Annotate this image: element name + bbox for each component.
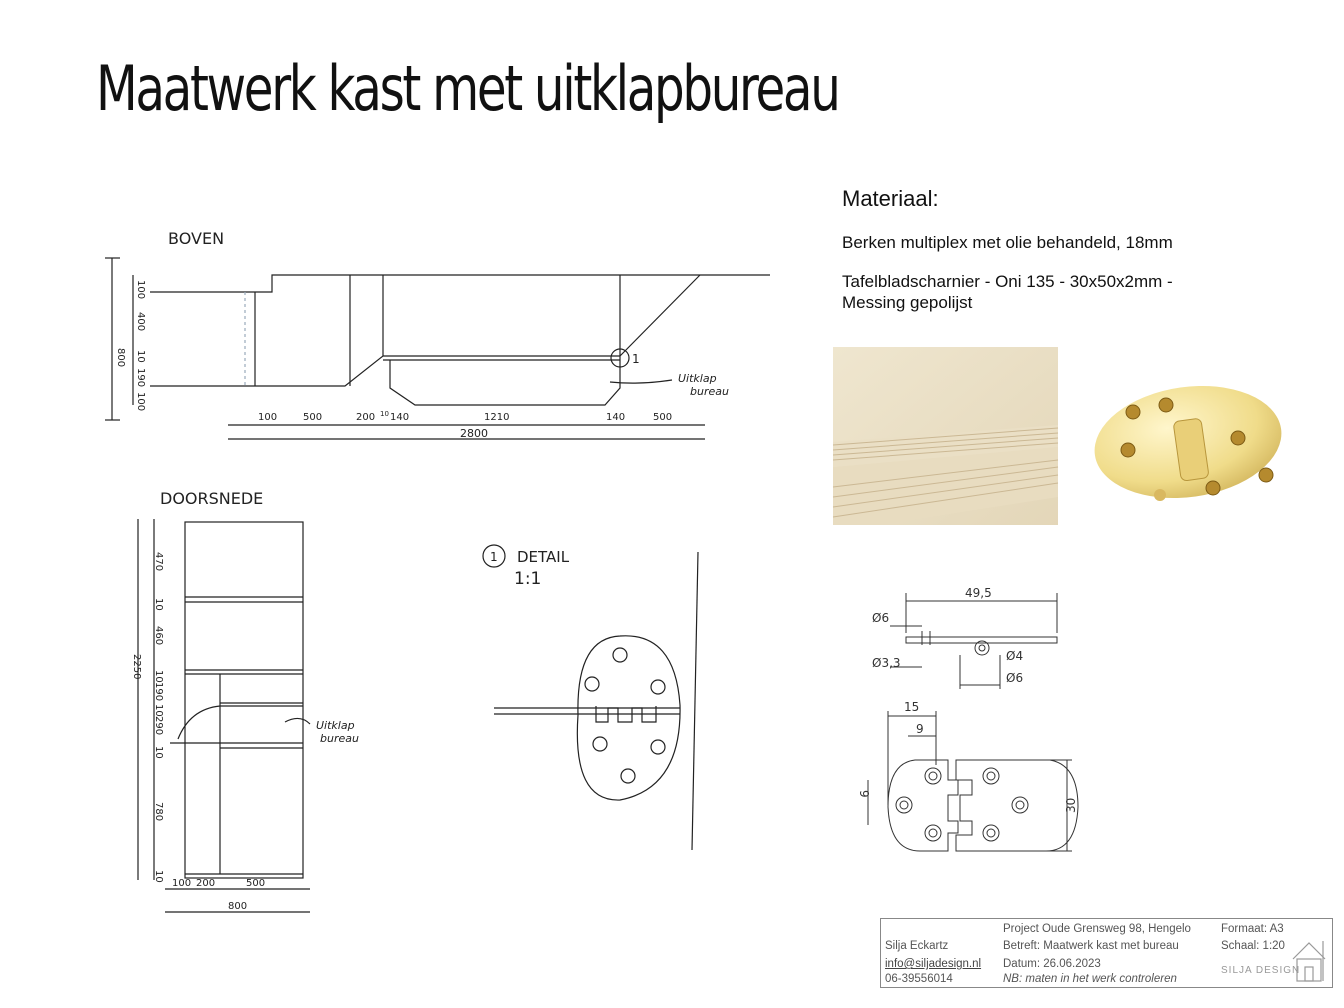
logo-text: SILJA DESIGN bbox=[1221, 965, 1301, 976]
sec-dim-10b: 10 bbox=[153, 670, 164, 683]
hinge-technical-drawing bbox=[857, 585, 1090, 855]
tech-dim-d4: Ø4 bbox=[1006, 649, 1024, 663]
dim-r1-500b: 500 bbox=[653, 412, 673, 423]
callout-text-bureau: bureau bbox=[690, 385, 729, 398]
detail-sketch bbox=[480, 540, 720, 860]
dim-r1-1210: 1210 bbox=[484, 412, 510, 423]
materials-heading: Materiaal: bbox=[842, 186, 939, 211]
designer-email-link[interactable]: info@siljadesign.nl bbox=[885, 958, 982, 970]
top-view-label: BOVEN bbox=[168, 229, 225, 248]
sec-callout-uitklap: Uitklap bbox=[316, 719, 355, 732]
dim-10: 10 bbox=[135, 350, 146, 363]
sec-dim-b500: 500 bbox=[246, 878, 266, 889]
dim-r1-100: 100 bbox=[258, 412, 278, 423]
callout-number-1: 1 bbox=[632, 352, 640, 366]
sec-dim-470: 470 bbox=[153, 552, 164, 572]
tech-dim-9-top: 9 bbox=[916, 722, 924, 736]
subject-text: Betreft: Maatwerk kast met bureau bbox=[1003, 940, 1179, 952]
sec-dim-10d: 10 bbox=[153, 746, 164, 759]
note-text: NB: maten in het werk controleren bbox=[1003, 973, 1177, 985]
page-title: Maatwerk kast met uitklapbureau bbox=[96, 52, 839, 125]
sec-dim-10c: 10 bbox=[153, 704, 164, 717]
dim-400: 400 bbox=[135, 312, 146, 332]
sec-dim-10e: 10 bbox=[153, 870, 164, 883]
detail-scale: 1:1 bbox=[514, 569, 542, 589]
sec-dim-780: 780 bbox=[153, 802, 164, 822]
dim-800: 800 bbox=[115, 348, 126, 368]
dim-190: 190 bbox=[135, 368, 146, 388]
dim-total-2800: 2800 bbox=[460, 427, 488, 440]
plywood-photo bbox=[833, 347, 1058, 532]
project-text: Project Oude Grensweg 98, Hengelo bbox=[1003, 923, 1191, 935]
dim-100b: 100 bbox=[135, 392, 146, 412]
tech-dim-d6-bottom: Ø6 bbox=[1006, 671, 1024, 685]
material-hinge-text-line2: Messing gepolijst bbox=[842, 293, 973, 312]
format-text: Formaat: A3 bbox=[1221, 923, 1284, 935]
detail-number: 1 bbox=[490, 550, 498, 564]
top-view-sketch bbox=[100, 220, 780, 450]
dim-r1-10: 10 bbox=[380, 410, 389, 418]
dim-r1-500: 500 bbox=[303, 412, 323, 423]
section-view-sketch bbox=[120, 484, 380, 924]
material-plywood-text: Berken multiplex met olie behandeld, 18mm bbox=[842, 233, 1173, 252]
tech-dim-15: 15 bbox=[904, 700, 920, 714]
house-logo-icon bbox=[1289, 937, 1329, 983]
dim-r1-140a: 140 bbox=[390, 412, 410, 423]
sec-dim-total-800: 800 bbox=[228, 901, 248, 912]
sec-dim-2250: 2250 bbox=[131, 654, 142, 680]
sec-dim-10a: 10 bbox=[153, 598, 164, 611]
title-block bbox=[880, 918, 1333, 988]
tech-dim-9-left: 9 bbox=[857, 790, 871, 798]
tech-dim-30: 30 bbox=[1064, 797, 1078, 813]
sec-dim-290: 290 bbox=[153, 716, 164, 736]
scale-text: Schaal: 1:20 bbox=[1221, 940, 1285, 952]
sec-callout-bureau: bureau bbox=[320, 732, 359, 745]
designer-name: Silja Eckartz bbox=[885, 940, 949, 952]
callout-text-uitklap: Uitklap bbox=[678, 372, 717, 385]
dim-r1-200: 200 bbox=[356, 412, 376, 423]
sec-dim-b200: 200 bbox=[196, 878, 216, 889]
brass-hinge-photo bbox=[1088, 380, 1293, 520]
sec-dim-460: 460 bbox=[153, 626, 164, 646]
date-text: Datum: 26.06.2023 bbox=[1003, 958, 1101, 970]
designer-phone: 06-39556014 bbox=[885, 973, 953, 985]
detail-label: DETAIL bbox=[517, 548, 570, 566]
material-hinge-text-line1: Tafelbladscharnier - Oni 135 - 30x50x2mm - bbox=[842, 272, 1173, 291]
tech-dim-d6-top: Ø6 bbox=[872, 611, 890, 625]
sec-dim-b100: 100 bbox=[172, 878, 192, 889]
tech-dim-d3-3: Ø3,3 bbox=[872, 656, 901, 670]
sec-dim-190: 190 bbox=[153, 682, 164, 702]
tech-dim-49-5: 49,5 bbox=[965, 586, 992, 600]
section-view-label: DOORSNEDE bbox=[160, 489, 264, 508]
dim-100a: 100 bbox=[135, 280, 146, 300]
dim-r1-140b: 140 bbox=[606, 412, 626, 423]
